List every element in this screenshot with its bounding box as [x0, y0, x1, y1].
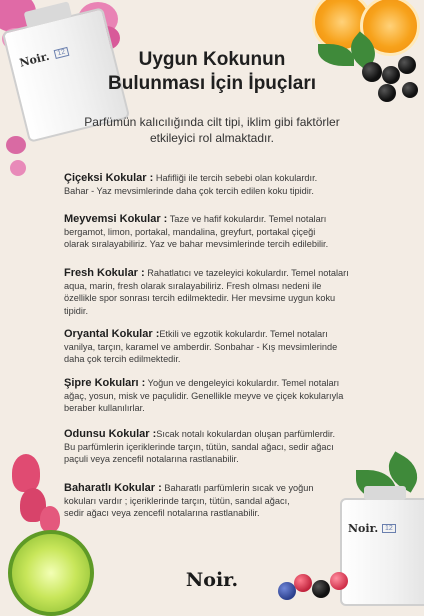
- section-line: sedir ağacı veya zencefil notalarına rastlanabilir.: [64, 508, 260, 518]
- section-line: Yoğun ve dengeleyici kokulardır. Temel notaları: [145, 378, 340, 388]
- section-line: ağaç, yosun, misk ve paçulidir. Genellikle meyve ve çiçek kokularıyla: [64, 390, 344, 401]
- section-line: olarak sıralayabiliriz. Yaz ve bahar mevsimlerinde tercih edilebilir.: [64, 239, 329, 249]
- section-heading: Şipre Kokuları :: [64, 377, 146, 389]
- section-line: tipidir.: [64, 305, 88, 316]
- section-line: Taze ve hafif kokulardır. Temel notaları: [167, 214, 327, 224]
- intro-text: [72, 114, 352, 146]
- section-meyvemsi: [64, 213, 370, 251]
- section-line: Bahar - Yaz mevsimlerinde daha çok tercih edilen koku tipidir.: [64, 185, 314, 196]
- section-heading: Odunsu Kokular :: [64, 428, 157, 440]
- tulip-flowers-image: [0, 450, 70, 540]
- section-odunsu: [64, 428, 370, 466]
- bottle-number-badge: 12: [54, 47, 70, 59]
- section-line: Rahatlatıcı ve tazeleyici kokulardır. Temel notaları: [144, 268, 349, 278]
- section-line: paçuli veya zencefil notalarına rastlanabilir.: [64, 454, 239, 464]
- title-line-2: Bulunması İçin İpuçları: [108, 73, 316, 94]
- section-line: özellikle spor sonrası tercih edilmektedir. Her mevsime uygun koku: [64, 293, 336, 303]
- section-line: Bu parfümlerin içeriklerinde tarçın, tütün, sandal ağacı, sedir ağacı: [64, 441, 334, 452]
- section-fresh: [64, 267, 370, 317]
- section-sipre: [64, 377, 370, 415]
- section-line: Etkili ve egzotik kokulardır. Temel notaları: [159, 329, 328, 339]
- section-heading: Meyvemsi Kokular :: [64, 213, 168, 225]
- section-heading: Oryantal Kokular :: [64, 328, 160, 340]
- section-ciceksi: [64, 172, 370, 197]
- bottle-brand-label: Noir.: [18, 49, 51, 70]
- section-line: daha çok tercih edilmektedir.: [64, 354, 181, 364]
- brand-logo: Noir.: [185, 569, 239, 591]
- bottle-brand-label-2: Noir.: [348, 522, 379, 535]
- bottle-number-badge-2: 12: [382, 524, 396, 533]
- section-line: Hafifliği ile tercih sebebi olan kokulardır.: [153, 173, 318, 183]
- section-heading: Baharatlı Kokular :: [64, 482, 162, 494]
- section-line: beraber kullanılırlar.: [64, 403, 145, 413]
- section-heading: Çiçeksi Kokular :: [64, 172, 154, 184]
- section-oryantal: [64, 328, 370, 366]
- section-heading: Fresh Kokular :: [64, 267, 145, 279]
- intro-line-2: etkileyici rol almaktadır.: [149, 131, 275, 145]
- section-line: kokuları vardır ; içeriklerinde tarçın, tütün, sandal ağacı,: [64, 495, 290, 506]
- section-line: bergamot, limon, portakal, mandalina, greyfurt, portakal çiçeği: [64, 226, 316, 237]
- intro-line-1: Parfümün kalıcılığında cilt tipi, iklim gibi faktörler: [84, 115, 340, 129]
- section-line: vanilya, tarçın, karamel ve amberdir. Sonbahar - Kış mevsimlerinde: [64, 341, 338, 352]
- title-line-1: Uygun Kokunun: [138, 49, 286, 70]
- page-title: [80, 48, 344, 96]
- section-line: Sıcak notalı kokulardan oluşan parfümlerdir.: [156, 429, 336, 439]
- orchid-side-image: [0, 130, 30, 190]
- section-line: Baharatlı parfümlerin sıcak ve yoğun: [161, 483, 314, 493]
- section-line: aqua, marin, fresh olarak sıralayabiliriz. Fresh olması nedeni ile: [64, 280, 322, 291]
- section-baharatli: [64, 482, 370, 520]
